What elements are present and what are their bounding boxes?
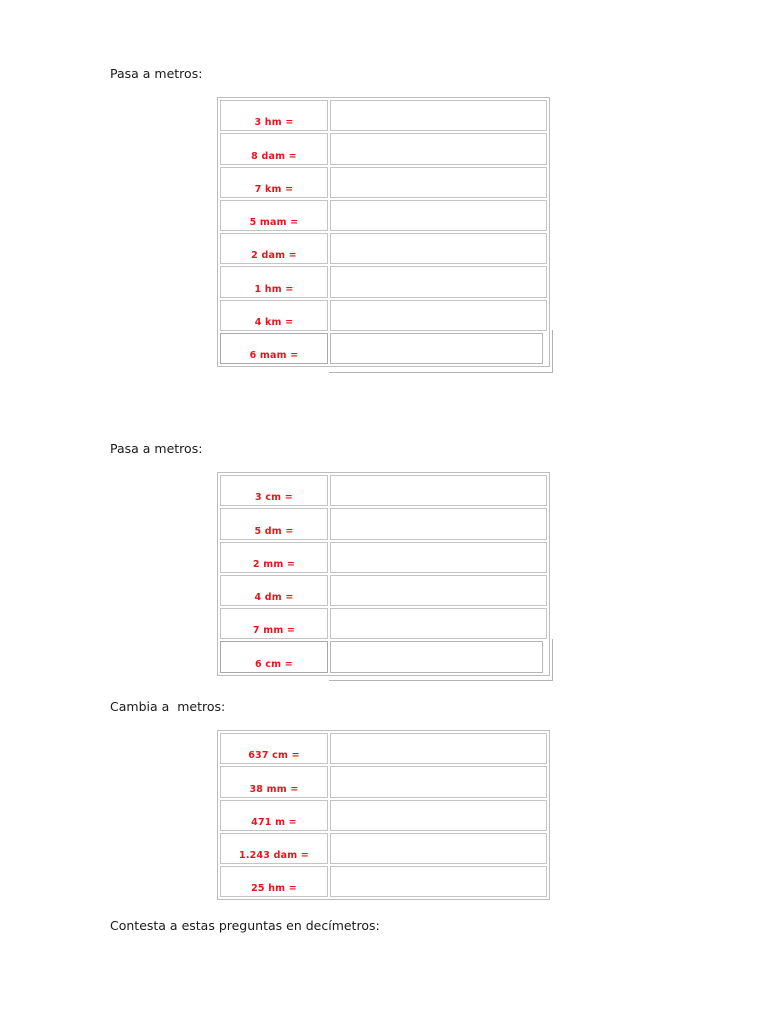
conversion-label: 471 m = [220, 800, 328, 831]
answer-cell[interactable] [330, 866, 547, 897]
table-row [219, 265, 548, 298]
conversion-label: 38 mm = [220, 766, 328, 797]
table-row [219, 132, 548, 165]
answer-cell[interactable] [330, 300, 547, 331]
table-row [219, 640, 548, 673]
table-row [219, 507, 548, 540]
table-row [219, 166, 548, 199]
table-row [219, 832, 548, 865]
table-row [219, 299, 548, 332]
answer-cell[interactable] [330, 200, 547, 231]
conversion-label: 3 cm = [220, 475, 328, 506]
conversion-table-3 [217, 730, 550, 900]
table-edge-line [329, 372, 553, 373]
answer-cell[interactable] [330, 333, 543, 364]
answer-cell[interactable] [330, 800, 547, 831]
section-1-heading: Pasa a metros: [110, 66, 203, 81]
table-row [219, 765, 548, 798]
table-edge-line [552, 330, 553, 373]
conversion-label: 6 mam = [220, 333, 328, 364]
conversion-label: 25 hm = [220, 866, 328, 897]
answer-cell[interactable] [330, 508, 547, 539]
conversion-label: 1 hm = [220, 266, 328, 297]
answer-cell[interactable] [330, 475, 547, 506]
table-row [219, 99, 548, 132]
conversion-label: 3 hm = [220, 100, 328, 131]
table-row [219, 332, 548, 365]
conversion-label: 1.243 dam = [220, 833, 328, 864]
answer-cell[interactable] [330, 542, 547, 573]
conversion-table-2 [217, 472, 550, 676]
conversion-label: 2 mm = [220, 542, 328, 573]
table-edge-line [329, 680, 553, 681]
conversion-label: 4 dm = [220, 575, 328, 606]
table-row [219, 232, 548, 265]
section-3-heading: Cambia a metros: [110, 699, 226, 714]
answer-cell[interactable] [330, 167, 547, 198]
conversion-label: 6 cm = [220, 641, 328, 672]
table-row [219, 574, 548, 607]
table-row [219, 732, 548, 765]
questions-heading: Contesta a estas preguntas en decímetros: [110, 918, 380, 933]
conversion-label: 637 cm = [220, 733, 328, 764]
table-row [219, 799, 548, 832]
table-row [219, 607, 548, 640]
table-row [219, 541, 548, 574]
conversion-label: 5 dm = [220, 508, 328, 539]
answer-cell[interactable] [330, 766, 547, 797]
conversion-table-1 [217, 97, 550, 367]
answer-cell[interactable] [330, 608, 547, 639]
conversion-label: 7 km = [220, 167, 328, 198]
conversion-label: 7 mm = [220, 608, 328, 639]
table-row [219, 865, 548, 898]
answer-cell[interactable] [330, 266, 547, 297]
answer-cell[interactable] [330, 833, 547, 864]
section-2-heading: Pasa a metros: [110, 441, 203, 456]
table-row [219, 474, 548, 507]
answer-cell[interactable] [330, 133, 547, 164]
answer-cell[interactable] [330, 233, 547, 264]
table-row [219, 199, 548, 232]
answer-cell[interactable] [330, 733, 547, 764]
answer-cell[interactable] [330, 100, 547, 131]
answer-cell[interactable] [330, 641, 543, 672]
conversion-label: 2 dam = [220, 233, 328, 264]
table-edge-line [552, 639, 553, 681]
conversion-label: 5 mam = [220, 200, 328, 231]
answer-cell[interactable] [330, 575, 547, 606]
conversion-label: 8 dam = [220, 133, 328, 164]
conversion-label: 4 km = [220, 300, 328, 331]
